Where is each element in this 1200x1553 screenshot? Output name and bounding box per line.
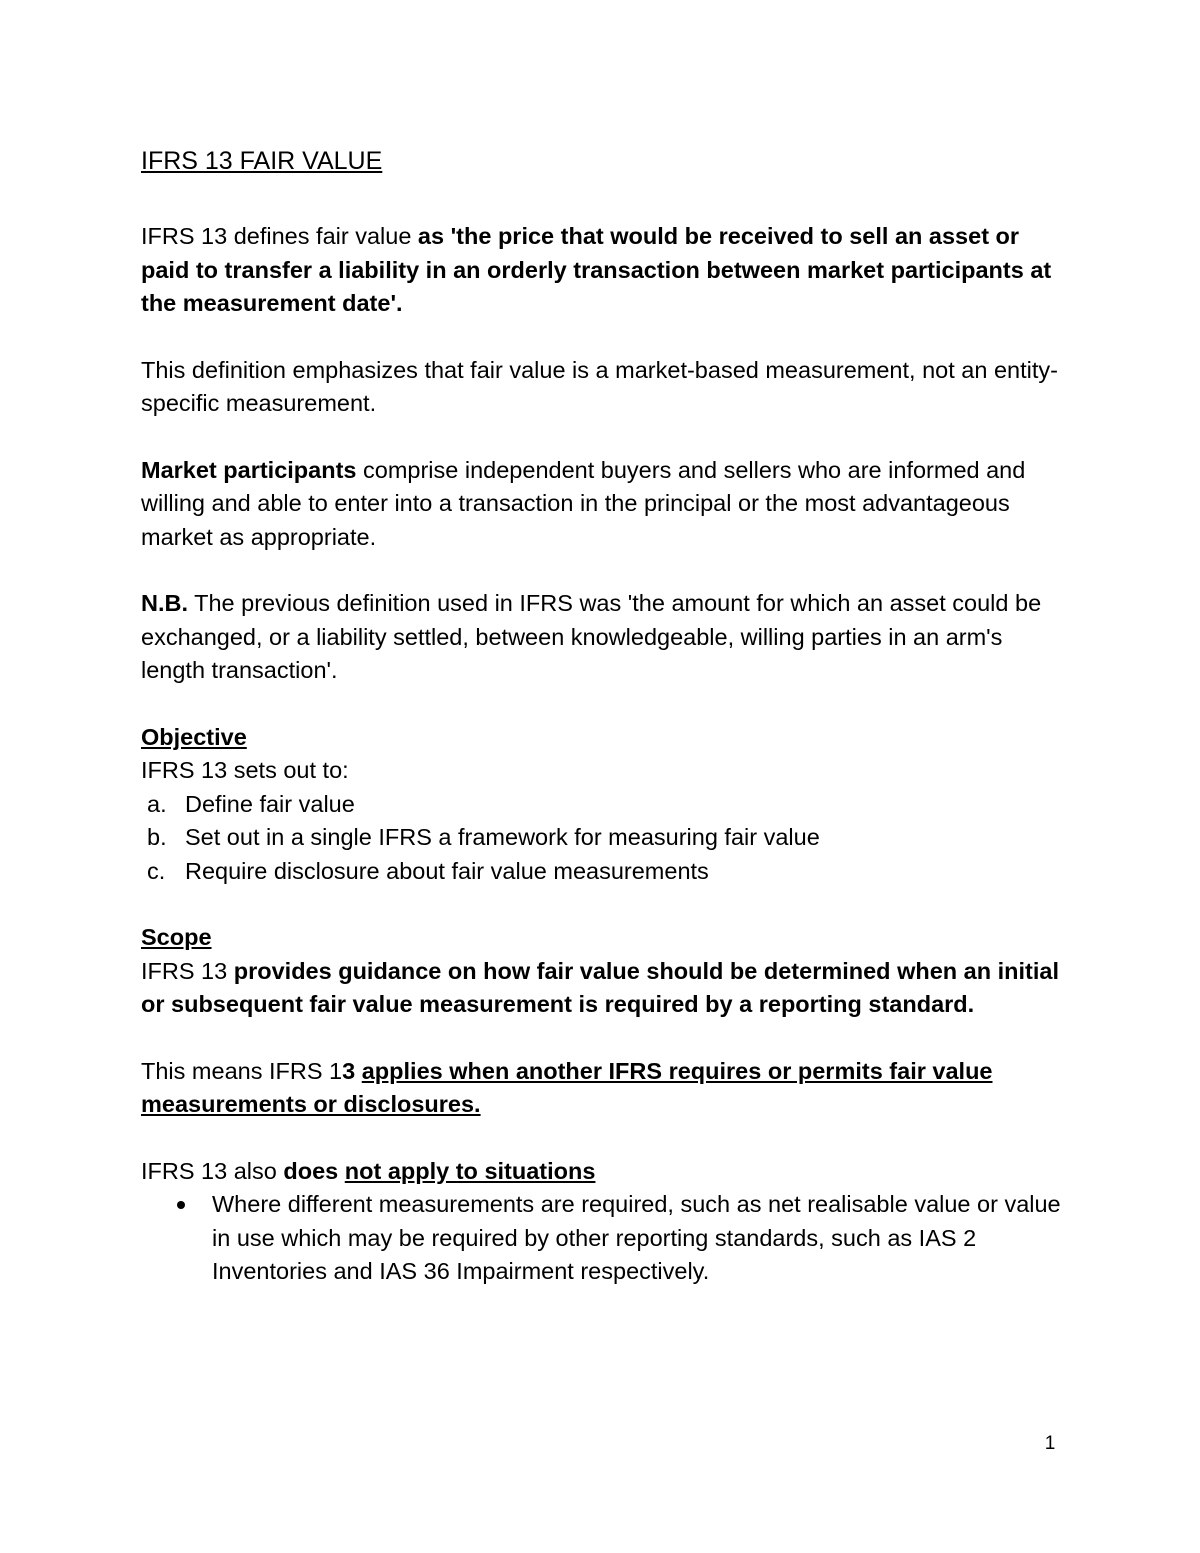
objective-item-text: Set out in a single IFRS a framework for measuring fair value [185, 824, 820, 850]
objective-item-text: Require disclosure about fair value measurements [185, 857, 709, 884]
not-apply-bold: does [283, 1157, 345, 1184]
scope-bold: provides guidance on how fair value should be determined when an initial or subsequent fair value measurement is required by a reporting standard. [141, 957, 1059, 1017]
nb-paragraph [141, 587, 1071, 688]
list-marker: c. [147, 857, 166, 884]
not-apply-underlined: not apply to situations [344, 1157, 596, 1184]
not-apply-list [141, 1188, 1071, 1289]
list-marker: b. [147, 824, 167, 850]
definition-paragraph [141, 220, 1071, 321]
nb-text: The previous definition used in IFRS was 'the amount for which an asset could be exchanged, or a liability settled, between knowledgeable, willing parties in an arm's length transaction'. [141, 590, 1042, 683]
scope-heading: Scope [141, 924, 212, 950]
objective-item [141, 788, 1071, 822]
market-participants-paragraph [141, 454, 1071, 555]
list-marker: a. [147, 790, 167, 817]
market-participants-text: comprise independent buyers and sellers who are informed and willing and able to enter into a transaction in the principal or the most advantageous market as appropriate. [141, 456, 1026, 550]
not-apply-lead: IFRS 13 also [141, 1157, 284, 1184]
list-item [141, 1188, 1062, 1289]
objective-item-text: Define fair value [185, 790, 355, 817]
definition-lead: IFRS 13 defines fair value [141, 223, 418, 249]
scope-lead: IFRS 13 [141, 957, 234, 984]
objective-intro: IFRS 13 sets out to: [141, 757, 349, 783]
applies-lead: This means IFRS 1 [141, 1057, 343, 1084]
document-body [141, 142, 1071, 1289]
applies-underlined: applies when another IFRS requires or permits fair value measurements or disclosures. [141, 1057, 993, 1117]
definition-quote: as 'the price that would be received to sell an asset or paid to transfer a liability in an orderly transaction between market participants at the measurement date'. [141, 223, 1052, 316]
applies-bold: 3 [342, 1057, 362, 1084]
nb-label: N.B. [141, 590, 188, 616]
scope-paragraph [141, 955, 1071, 1022]
applies-paragraph [141, 1055, 1071, 1122]
market-participants-term: Market participants [141, 456, 357, 483]
bullet-icon [177, 1201, 185, 1209]
list-item-text: Where different measurements are required, such as net realisable value or value in use which may be required by other reporting standards, such as IAS 2 Inventories and IAS 36 Impairment respectively. [212, 1191, 1061, 1284]
emphasis-paragraph: This definition emphasizes that fair value is a market-based measurement, not an entity-specific measurement. [141, 356, 1058, 416]
document-title: IFRS 13 FAIR VALUE [141, 147, 383, 175]
objective-item [141, 855, 1071, 889]
objective-heading: Objective [141, 723, 247, 750]
page-number: 1 [1044, 1433, 1056, 1454]
objective-list [141, 788, 1071, 889]
objective-item [141, 821, 1071, 855]
not-apply-paragraph [141, 1155, 1071, 1189]
